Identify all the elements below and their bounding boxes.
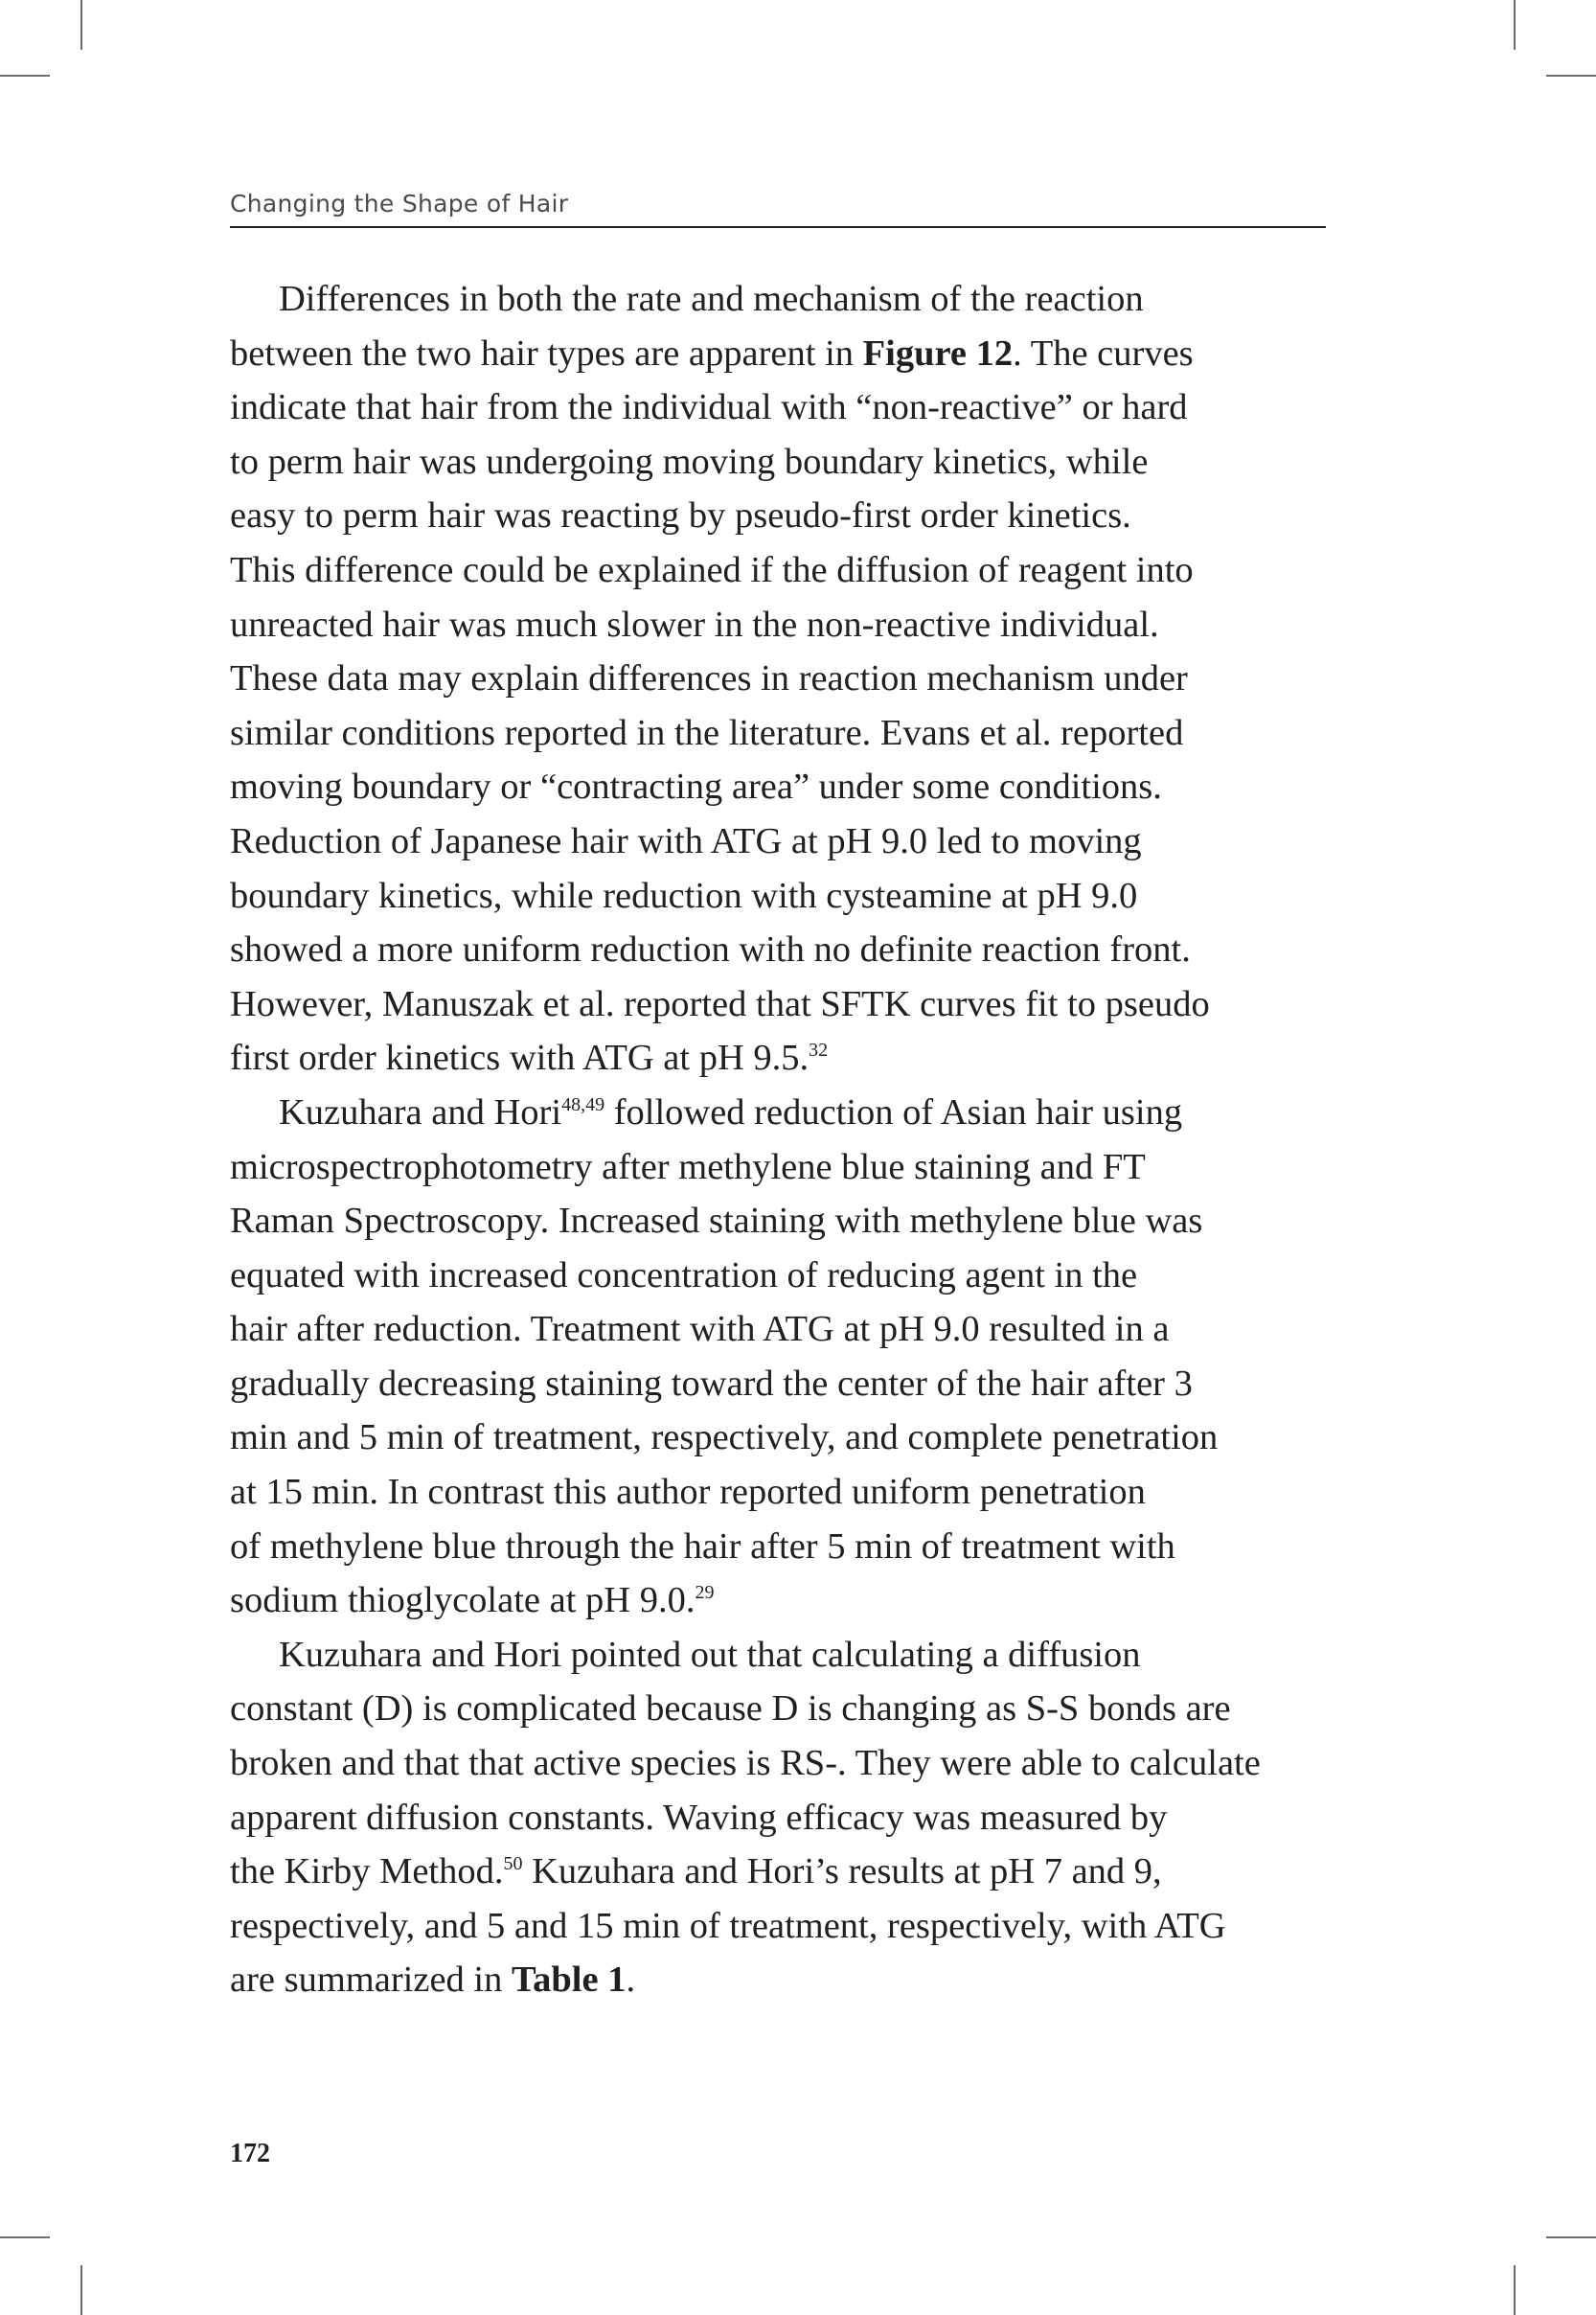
text-run: Differences in both the rate and mechanism of the reaction [279, 279, 1144, 319]
table-reference: Table 1 [511, 1960, 627, 2001]
text-run: Kuzuhara and Hori [279, 1091, 562, 1133]
crop-mark [1514, 0, 1516, 50]
text-line [230, 652, 1332, 706]
text-run: Reduction of Japanese hair with ATG at pH 9.0 led to moving [230, 820, 1142, 861]
text-line [230, 760, 1332, 814]
text-line [230, 706, 1332, 761]
text-line [230, 435, 1332, 490]
figure-reference: Figure 12 [862, 332, 1014, 374]
citation-superscript: 29 [695, 1582, 715, 1604]
text-run: Kuzuhara and Hori pointed out that calculating a diffusion [279, 1634, 1141, 1675]
text-line [230, 814, 1332, 869]
text-line [230, 272, 1332, 327]
text-run: easy to perm hair was reacting by pseudo-first order kinetics. [230, 495, 1131, 537]
text-run: Kuzuhara and Hori’s results at pH 7 and 9, [522, 1851, 1162, 1892]
paragraph [230, 272, 1332, 1086]
paragraph [230, 1086, 1332, 1628]
text-line [230, 977, 1332, 1032]
text-run: apparent diffusion constants. Waving efficacy was measured by [230, 1797, 1168, 1838]
crop-mark [80, 0, 82, 50]
text-run: broken and that that active species is RS-. They were able to calculate [230, 1743, 1261, 1784]
text-line [230, 1086, 1332, 1140]
text-run: followed reduction of Asian hair using [604, 1091, 1183, 1133]
text-line [230, 327, 1332, 381]
text-run: indicate that hair from the individual with “non-reactive” or hard [230, 387, 1188, 428]
text-run: microspectrophotometry after methylene blue staining and FT [230, 1146, 1146, 1187]
text-line [230, 1628, 1332, 1683]
text-run: showed a more uniform reduction with no definite reaction front. [230, 929, 1191, 971]
text-line [230, 869, 1332, 924]
text-line [230, 923, 1332, 977]
crop-mark [1546, 75, 1596, 77]
text-run: Raman Spectroscopy. Increased staining with methylene blue was [230, 1201, 1203, 1242]
text-run: moving boundary or “contracting area” under some conditions. [230, 767, 1162, 808]
text-run: of methylene blue through the hair after 5 min of treatment with [230, 1525, 1175, 1567]
page-number: 172 [230, 2139, 270, 2168]
crop-mark [80, 2265, 82, 2315]
text-run: unreacted hair was much slower in the non-reactive individual. [230, 604, 1159, 645]
text-line [230, 1736, 1332, 1791]
text-run: the Kirby Method. [230, 1851, 504, 1892]
text-run: These data may explain differences in reaction mechanism under [230, 658, 1188, 699]
text-line [230, 1573, 1332, 1628]
text-run: are summarized in [230, 1960, 512, 2001]
text-run: respectively, and 5 and 15 min of treatment, respectively, with ATG [230, 1905, 1226, 1946]
text-run: . The curves [1013, 332, 1194, 374]
text-run: min and 5 min of treatment, respectively, and complete penetration [230, 1417, 1219, 1458]
text-run: between the two hair types are apparent in [230, 332, 863, 374]
text-line [230, 1953, 1332, 2007]
crop-mark [1546, 2236, 1596, 2238]
crop-mark [0, 75, 50, 77]
text-line [230, 1845, 1332, 1899]
text-line [230, 380, 1332, 435]
text-line [230, 1357, 1332, 1411]
citation-superscript: 32 [809, 1040, 829, 1062]
text-line [230, 1410, 1332, 1465]
text-line [230, 1899, 1332, 1954]
text-run: . [626, 1960, 636, 2001]
paragraph [230, 1628, 1332, 2007]
citation-superscript: 48,49 [561, 1093, 605, 1115]
crop-mark [1514, 2265, 1516, 2315]
text-run: at 15 min. In contrast this author reported uniform penetration [230, 1472, 1146, 1513]
text-line [230, 1140, 1332, 1195]
text-line [230, 543, 1332, 598]
text-run: similar conditions reported in the literature. Evans et al. reported [230, 712, 1184, 753]
text-run: hair after reduction. Treatment with ATG at pH 9.0 resulted in a [230, 1309, 1170, 1350]
text-line [230, 1302, 1332, 1357]
body-text [230, 272, 1332, 2007]
running-head: Changing the Shape of Hair [230, 190, 569, 218]
text-line [230, 1791, 1332, 1845]
text-run: to perm hair was undergoing moving boundary kinetics, while [230, 441, 1149, 482]
header-rule [230, 226, 1326, 228]
text-line [230, 489, 1332, 543]
citation-superscript: 50 [503, 1853, 523, 1875]
text-line [230, 1031, 1332, 1086]
text-line [230, 1194, 1332, 1249]
text-line [230, 1465, 1332, 1520]
text-line [230, 1249, 1332, 1303]
text-run: However, Manuszak et al. reported that SFTK curves fit to pseudo [230, 983, 1210, 1024]
text-line [230, 1682, 1332, 1736]
text-run: boundary kinetics, while reduction with cysteamine at pH 9.0 [230, 875, 1138, 916]
crop-mark [0, 2236, 50, 2238]
text-line [230, 598, 1332, 653]
text-run: This difference could be explained if the diffusion of reagent into [230, 549, 1194, 590]
text-run: sodium thioglycolate at pH 9.0. [230, 1580, 695, 1621]
text-line [230, 1520, 1332, 1574]
text-run: first order kinetics with ATG at pH 9.5. [230, 1038, 809, 1079]
text-run: gradually decreasing staining toward the center of the hair after 3 [230, 1363, 1193, 1404]
text-run: constant (D) is complicated because D is changing as S-S bonds are [230, 1688, 1231, 1730]
text-run: equated with increased concentration of reducing agent in the [230, 1254, 1138, 1295]
